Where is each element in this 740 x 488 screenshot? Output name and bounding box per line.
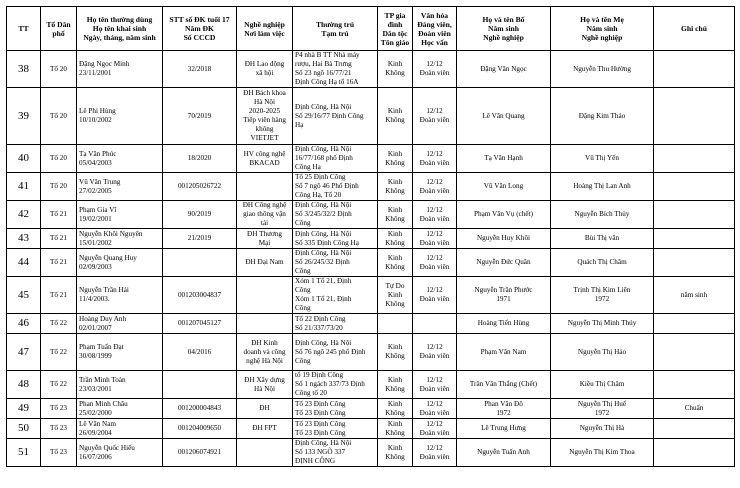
row-tt: 46 (7, 314, 41, 334)
row-to-dan-pho: Tổ 20 (41, 173, 77, 201)
row-stt: 32/2018 (163, 51, 237, 88)
row-bo: Tạ Văn Hạnh (457, 145, 551, 173)
row-ho-ten: Tạ Văn Phúc 05/04/2003 (77, 145, 163, 173)
row-tp-gia-dinh: Kinh Không (378, 145, 413, 173)
row-nghe-nghiep: ĐH Thương Mại (237, 229, 293, 249)
table-row (7, 399, 735, 419)
row-bo: Trần Văn Thắng (Chết) (457, 371, 551, 399)
header-stt: STT số ĐK tuổi 17 Năm ĐK Số CCCD (163, 7, 237, 51)
row-tp-gia-dinh: Kinh Không (378, 88, 413, 145)
row-bo: Nguyễn Trần Phước 1971 (457, 277, 551, 314)
row-tp-gia-dinh: Tự Do Kinh Không (378, 277, 413, 314)
row-van-hoa: 12/12 Đoàn viên (413, 277, 457, 314)
table-row (7, 334, 735, 371)
row-ghi-chu (654, 201, 735, 229)
row-tt: 42 (7, 201, 41, 229)
row-tt: 45 (7, 277, 41, 314)
row-ho-ten: Nguyễn Quang Huy 02/09/2003 (77, 249, 163, 277)
table-body (7, 51, 735, 467)
row-nghe-nghiep: ĐH Bách khoa Hà Nội 2020-2025 Tiếp viên hàng không VIETJET (237, 88, 293, 145)
row-ho-ten: Vũ Văn Trung 27/02/2005 (77, 173, 163, 201)
row-tp-gia-dinh: Kinh Không (378, 399, 413, 419)
row-me: Đặng Kim Thảo (551, 88, 654, 145)
table-row (7, 419, 735, 439)
row-tt: 44 (7, 249, 41, 277)
row-tt: 49 (7, 399, 41, 419)
row-thuong-tru: Định Công, Hà Nội Số 76 ngõ 245 phố Định Công (293, 334, 378, 371)
header-to-dan-pho: Tổ Dân phố (41, 7, 77, 51)
row-thuong-tru: Định Công, Hà Nội Số 26/245/32 Định Công (293, 249, 378, 277)
row-nghe-nghiep: ĐH Kinh doanh và công nghệ Hà Nội (237, 334, 293, 371)
row-nghe-nghiep: ĐH (237, 399, 293, 419)
header-tt: TT (7, 7, 41, 51)
row-thuong-tru: Định Công, Hà Nội Số 335 Định Công Hạ (293, 229, 378, 249)
row-tt: 38 (7, 51, 41, 88)
table-row (7, 173, 735, 201)
row-tt: 50 (7, 419, 41, 439)
row-ho-ten: Lê Văn Nam 26/09/2004 (77, 419, 163, 439)
table-row (7, 51, 735, 88)
row-tp-gia-dinh: Kinh Không (378, 334, 413, 371)
row-me: Quách Thị Châm (551, 249, 654, 277)
row-stt: 001200004843 (163, 399, 237, 419)
row-van-hoa: 12/12 Đoàn viên (413, 229, 457, 249)
row-van-hoa (413, 314, 457, 334)
row-ghi-chu (654, 229, 735, 249)
row-to-dan-pho: Tổ 21 (41, 201, 77, 229)
row-van-hoa: 12/12 Đoàn viên (413, 88, 457, 145)
table-row (7, 145, 735, 173)
row-van-hoa: 12/12 Đoàn viên (413, 439, 457, 467)
row-stt: 001205026722 (163, 173, 237, 201)
row-nghe-nghiep: ĐH Công nghệ giao thông vận tải (237, 201, 293, 229)
row-van-hoa: 12/12 Đoàn viên (413, 201, 457, 229)
row-van-hoa: 12/12 Đoàn viên (413, 51, 457, 88)
row-ghi-chu (654, 371, 735, 399)
row-tt: 43 (7, 229, 41, 249)
row-stt: 04/2016 (163, 334, 237, 371)
row-nghe-nghiep: HV công nghệ BKACAD (237, 145, 293, 173)
citizen-registry-table (6, 6, 735, 467)
table-row (7, 314, 735, 334)
row-tp-gia-dinh: Kinh Không (378, 371, 413, 399)
row-tt: 41 (7, 173, 41, 201)
row-ho-ten: Nguyễn Khôi Nguyên 15/01/2002 (77, 229, 163, 249)
row-ho-ten: Lê Phi Hùng 10/10/2002 (77, 88, 163, 145)
header-van-hoa: Văn hóa Đảng viên, Đoàn viên Học vấn (413, 7, 457, 51)
row-stt: 70/2019 (163, 88, 237, 145)
row-thuong-tru: tổ 19 Định Công Số 1 ngách 337/73 Định Công tổ 20 (293, 371, 378, 399)
row-ghi-chu (654, 51, 735, 88)
row-me: Nguyễn Thị Hà (551, 419, 654, 439)
row-ho-ten: Trần Minh Toàn 23/03/2001 (77, 371, 163, 399)
row-ho-ten: Hoàng Duy Anh 02/01/2007 (77, 314, 163, 334)
row-van-hoa: 12/12 Đoàn viên (413, 249, 457, 277)
row-tp-gia-dinh: Kinh Không (378, 201, 413, 229)
table-row (7, 277, 735, 314)
row-thuong-tru: Tổ 23 Định Công Tổ 23 Định Công (293, 419, 378, 439)
row-van-hoa: 12/12 Đoàn viên (413, 334, 457, 371)
header-ghi-chu: Ghi chú (654, 7, 735, 51)
row-bo: Nguyễn Huy Khôi (457, 229, 551, 249)
row-tt: 48 (7, 371, 41, 399)
row-to-dan-pho: Tổ 23 (41, 399, 77, 419)
table-row (7, 201, 735, 229)
row-stt: 001203004837 (163, 277, 237, 314)
row-nghe-nghiep (237, 173, 293, 201)
row-nghe-nghiep (237, 314, 293, 334)
row-ghi-chu (654, 439, 735, 467)
row-to-dan-pho: Tổ 22 (41, 314, 77, 334)
row-tp-gia-dinh: Kinh Không (378, 51, 413, 88)
row-ho-ten: Phạm Gia Vĩ 19/02/2001 (77, 201, 163, 229)
row-thuong-tru: Định Công, Hà Nội 16/77/168 phố Định Công Hạ (293, 145, 378, 173)
row-ho-ten: Phạm Tuấn Đạt 30/08/1999 (77, 334, 163, 371)
row-tt: 51 (7, 439, 41, 467)
row-to-dan-pho: Tổ 21 (41, 249, 77, 277)
row-tp-gia-dinh (378, 314, 413, 334)
row-van-hoa: 12/12 Đoàn viên (413, 371, 457, 399)
row-me: Nguyễn Thị Kim Thoa (551, 439, 654, 467)
row-ghi-chu (654, 88, 735, 145)
row-ho-ten: Nguyễn Quốc Hiếu 16/07/2006 (77, 439, 163, 467)
row-me: Nguyễn Thu Hường (551, 51, 654, 88)
row-to-dan-pho: Tổ 21 (41, 277, 77, 314)
row-me: Nguyễn Thị Huế 1972 (551, 399, 654, 419)
row-ghi-chu (654, 145, 735, 173)
citizen-registry-table-container (6, 6, 734, 467)
row-bo: Phạm Văn Nam (457, 334, 551, 371)
header-ho-ten: Họ tên thường dùng Họ tên khai sinh Ngày, tháng, năm sinh (77, 7, 163, 51)
row-ghi-chu (654, 419, 735, 439)
row-me: Nguyễn Thị Hảo (551, 334, 654, 371)
row-to-dan-pho: Tổ 23 (41, 439, 77, 467)
row-me: Bùi Thị vân (551, 229, 654, 249)
row-thuong-tru: Tổ 22 Định Công Số 21/337/73/20 (293, 314, 378, 334)
row-stt: 90/2019 (163, 201, 237, 229)
row-ghi-chu: năm sinh (654, 277, 735, 314)
row-ho-ten: Nguyễn Trần Hải 11/4/2003. (77, 277, 163, 314)
row-stt: 18/2020 (163, 145, 237, 173)
row-to-dan-pho: Tổ 23 (41, 419, 77, 439)
row-bo: Phan Văn Đô 1972 (457, 399, 551, 419)
header-bo: Họ và tên Bố Năm sinh Nghề nghiệp (457, 7, 551, 51)
header-thuong-tru: Thường trú Tạm trú (293, 7, 378, 51)
row-me: Trịnh Thị Kim Liên 1972 (551, 277, 654, 314)
row-tt: 40 (7, 145, 41, 173)
row-van-hoa: 12/12 Đoàn viên (413, 145, 457, 173)
row-to-dan-pho: Tổ 22 (41, 334, 77, 371)
row-tp-gia-dinh: Kinh Không (378, 439, 413, 467)
row-thuong-tru: Định Công, Hà Nội Số 29/16/77 Định Công Hạ (293, 88, 378, 145)
row-me: Hoàng Thị Lan Anh (551, 173, 654, 201)
table-row (7, 88, 735, 145)
table-row (7, 371, 735, 399)
row-to-dan-pho: Tổ 22 (41, 371, 77, 399)
row-thuong-tru: Tổ 25 Định Công Số 7 ngõ 46 Phố Định Công Hạ, Tổ 20 (293, 173, 378, 201)
row-bo: Lê Văn Quang (457, 88, 551, 145)
row-bo: Vũ Văn Long (457, 173, 551, 201)
row-nghe-nghiep: ĐH FPT (237, 419, 293, 439)
row-to-dan-pho: Tổ 20 (41, 145, 77, 173)
row-bo: Phạm Văn Vụ (chết) (457, 201, 551, 229)
row-ghi-chu (654, 173, 735, 201)
row-stt: 001206074921 (163, 439, 237, 467)
row-stt: 001204009650 (163, 419, 237, 439)
row-me: Vũ Thị Yến (551, 145, 654, 173)
row-tt: 39 (7, 88, 41, 145)
row-to-dan-pho: Tổ 21 (41, 229, 77, 249)
row-tt: 47 (7, 334, 41, 371)
row-tp-gia-dinh: Kinh Không (378, 249, 413, 277)
row-stt (163, 249, 237, 277)
row-ghi-chu (654, 249, 735, 277)
row-ghi-chu (654, 334, 735, 371)
row-bo: Nguyễn Đức Quân (457, 249, 551, 277)
row-van-hoa: 12/12 Đoàn viên (413, 419, 457, 439)
row-me: Nguyễn Bích Thủy (551, 201, 654, 229)
header-nghe-nghiep: Nghề nghiệp Nơi làm việc (237, 7, 293, 51)
header-tp-gia-dinh: TP gia đình Dân tộc Tôn giáo (378, 7, 413, 51)
row-ho-ten: Phan Minh Châu 25/02/2000 (77, 399, 163, 419)
table-row (7, 229, 735, 249)
row-thuong-tru: Xóm 1 Tổ 21, Định Công Xóm 1 Tổ 21, Định Công (293, 277, 378, 314)
row-ho-ten: Đặng Ngọc Minh 23/11/2001 (77, 51, 163, 88)
row-me: Kiều Thị Châm (551, 371, 654, 399)
table-row (7, 249, 735, 277)
row-tp-gia-dinh: Kinh Không (378, 229, 413, 249)
header-me: Họ và tên Mẹ Năm sinh Nghề nghiệp (551, 7, 654, 51)
row-stt: 21/2019 (163, 229, 237, 249)
row-ghi-chu (654, 314, 735, 334)
row-stt (163, 371, 237, 399)
row-van-hoa: 12/12 Đoàn viên (413, 173, 457, 201)
row-nghe-nghiep (237, 439, 293, 467)
row-to-dan-pho: Tổ 20 (41, 51, 77, 88)
header-row (7, 7, 735, 51)
row-me: Nguyễn Thị Minh Thúy (551, 314, 654, 334)
row-bo: Nguyễn Tuấn Anh (457, 439, 551, 467)
row-nghe-nghiep: ĐH Lao động xã hội (237, 51, 293, 88)
row-thuong-tru: P4 nhà B TT Nhà máy rượu, Hai Bà Trưng Số 23 ngõ 16/77/21 Định Công Hạ tổ 16A (293, 51, 378, 88)
table-row (7, 439, 735, 467)
row-bo: Đặng Văn Ngọc (457, 51, 551, 88)
row-bo: Hoàng Tiến Hùng (457, 314, 551, 334)
row-thuong-tru: Tổ 23 Định Công Tổ 23 Định Công (293, 399, 378, 419)
row-nghe-nghiep: ĐH Xây dựng Hà Nội (237, 371, 293, 399)
row-tp-gia-dinh: Kinh Không (378, 419, 413, 439)
row-thuong-tru: Định Công, Hà Nội Số 3/245/32/2 Định Công (293, 201, 378, 229)
row-bo: Lê Trung Hưng (457, 419, 551, 439)
row-nghe-nghiep: ĐH Đại Nam (237, 249, 293, 277)
row-van-hoa: 12/12 Đoàn viên (413, 399, 457, 419)
row-ghi-chu: Chuẩn (654, 399, 735, 419)
row-stt: 001207045127 (163, 314, 237, 334)
row-to-dan-pho: Tổ 20 (41, 88, 77, 145)
row-thuong-tru: Định Công, Hà Nội Số 133 NGÕ 337 ĐỊNH CÔNG (293, 439, 378, 467)
row-tp-gia-dinh: Kinh Không (378, 173, 413, 201)
row-nghe-nghiep (237, 277, 293, 314)
